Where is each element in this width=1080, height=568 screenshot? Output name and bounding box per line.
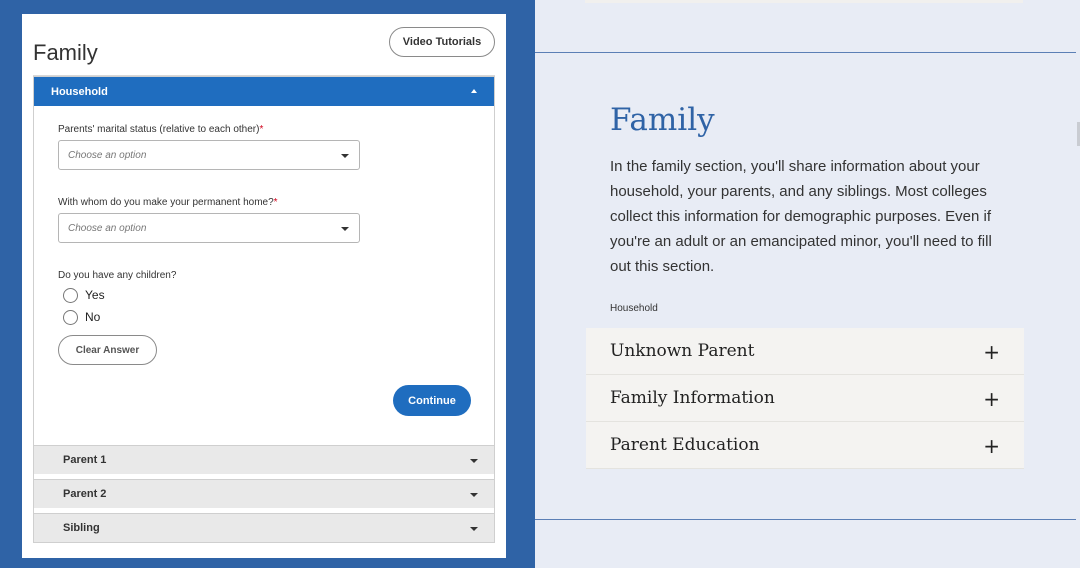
chevron-down-icon [470, 493, 478, 497]
info-item-label: Unknown Parent [610, 341, 755, 361]
info-title: Family [610, 102, 715, 138]
accordion-header-household[interactable] [34, 77, 494, 106]
info-item-label: Parent Education [610, 435, 760, 455]
chevron-down-icon [470, 527, 478, 531]
continue-button[interactable]: Continue [393, 385, 471, 416]
accordion-header-sibling[interactable] [34, 513, 494, 542]
chevron-up-icon [471, 89, 477, 93]
radio-yes[interactable] [63, 287, 105, 303]
divider-bottom [535, 519, 1076, 520]
plus-icon[interactable]: + [983, 340, 1000, 364]
radio-circle[interactable] [63, 310, 78, 325]
info-item-parent-education[interactable] [586, 422, 1024, 469]
radio-no-label: No [85, 310, 101, 324]
radio-yes-label: Yes [85, 288, 105, 302]
accordion-header-label: Household [51, 85, 108, 98]
form-card [22, 14, 506, 558]
accordion-header-parent-2[interactable] [34, 479, 494, 508]
chevron-down-icon [341, 154, 349, 158]
chevron-down-icon [341, 227, 349, 231]
select-placeholder: Choose an option [68, 149, 147, 161]
info-body: In the family section, you'll share information about your household, your parents, and any siblings. Most colleges collect this information for demographic purposes. Even if you're an adult or an emancipated minor, you'll need to fill out this section. [610, 158, 992, 275]
plus-icon[interactable]: + [983, 434, 1000, 458]
required-marker: * [259, 124, 264, 135]
children-question-label: Do you have any children? [58, 270, 177, 281]
radio-no[interactable] [63, 309, 100, 325]
info-item-family-information[interactable] [586, 375, 1024, 422]
accordion-header-label: Parent 1 [63, 454, 107, 466]
accordion-header-label: Parent 2 [63, 488, 107, 500]
video-tutorials-button[interactable]: Video Tutorials [389, 27, 495, 57]
marital-status-select[interactable] [58, 140, 360, 170]
marital-status-label-text: Parents' marital status (relative to each other) [58, 124, 260, 135]
divider-top [535, 52, 1076, 53]
clear-answer-button[interactable]: Clear Answer [58, 335, 157, 365]
info-item-label: Family Information [610, 388, 775, 408]
info-subheading: Household [610, 303, 658, 314]
card-header [33, 26, 495, 76]
plus-icon[interactable]: + [983, 387, 1000, 411]
permanent-home-label-text: With whom do you make your permanent home? [58, 197, 274, 208]
page-title: Family [33, 40, 98, 65]
info-accordion-list [586, 328, 1024, 469]
marital-status-label [58, 124, 263, 135]
radio-circle[interactable] [63, 288, 78, 303]
permanent-home-label [58, 197, 278, 208]
accordion-header-label: Sibling [63, 522, 100, 534]
family-accordion [33, 76, 495, 543]
info-item-unknown-parent[interactable] [586, 328, 1024, 375]
chevron-down-icon [470, 459, 478, 463]
top-strip [585, 0, 1023, 3]
select-placeholder: Choose an option [68, 222, 147, 234]
required-marker: * [273, 197, 278, 208]
permanent-home-select[interactable] [58, 213, 360, 243]
accordion-header-parent-1[interactable] [34, 445, 494, 474]
